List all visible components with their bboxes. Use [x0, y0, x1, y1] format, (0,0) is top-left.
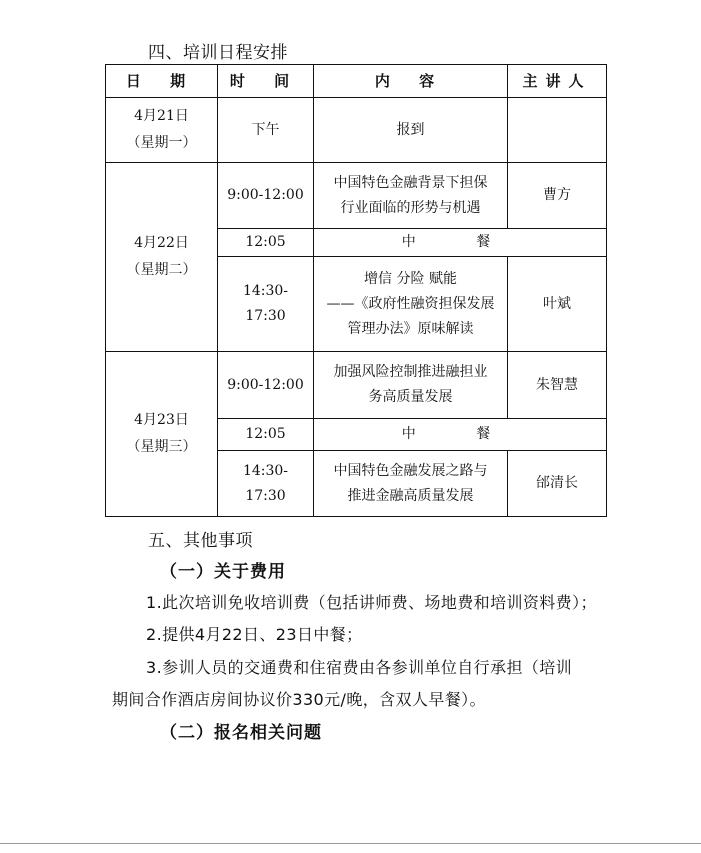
date-label: 4月22日 — [134, 235, 189, 251]
lunch-cell: 中 餐 — [314, 419, 607, 451]
time-cell: 12:05 — [218, 419, 314, 451]
fees-subtitle: （一）关于费用 — [160, 562, 286, 582]
speaker-cell: 邰清长 — [508, 451, 607, 517]
time-cell: 12:05 — [218, 229, 314, 257]
table-header-row — [106, 65, 607, 98]
content-cell — [314, 352, 508, 419]
registration-subtitle: （二）报名相关问题 — [160, 723, 322, 743]
time-cell: 下午 — [218, 98, 314, 163]
table-row — [106, 352, 607, 419]
table-row — [106, 163, 607, 229]
date-cell — [106, 163, 218, 352]
fees-item-1: 1.此次培训免收培训费（包括讲师费、场地费和培训资料费）； — [146, 593, 597, 612]
other-section-title: 五、其他事项 — [148, 531, 253, 551]
content-cell — [314, 451, 508, 517]
content-line: 加强风险控制推进融担业 — [333, 364, 488, 380]
weekday-label: （星期二） — [126, 262, 197, 278]
weekday-label: （星期一） — [126, 135, 197, 151]
content-line: 中国特色金融发展之路与 — [333, 462, 488, 479]
header-date: 日 期 — [106, 65, 218, 98]
header-speaker: 主讲人 — [508, 65, 607, 98]
header-time: 时 间 — [218, 65, 314, 98]
schedule-section-title: 四、培训日程安排 — [148, 43, 288, 63]
date-cell — [106, 98, 218, 163]
content-line: ——《政府性融资担保发展 — [326, 295, 495, 312]
content-line: 务高质量发展 — [368, 389, 453, 405]
content-cell — [314, 163, 508, 229]
date-cell — [106, 352, 218, 517]
header-content: 内 容 — [314, 65, 508, 98]
fees-item-2: 2.提供4月22日、23日中餐； — [146, 625, 363, 644]
content-line: 增信 分险 赋能 — [364, 270, 457, 287]
page-bottom-rule — [0, 843, 701, 844]
table-row — [106, 98, 607, 163]
speaker-cell: 叶斌 — [508, 257, 607, 352]
content-cell — [314, 257, 508, 352]
content-line: 推进金融高质量发展 — [347, 487, 474, 504]
lunch-cell: 中 餐 — [314, 229, 607, 257]
time-cell: 9:00-12:00 — [218, 352, 314, 419]
time-cell: 14:30-17:30 — [218, 451, 314, 517]
content-line: 行业面临的形势与机遇 — [340, 199, 481, 216]
speaker-cell: 曹方 — [508, 163, 607, 229]
weekday-label: （星期三） — [126, 439, 197, 455]
fees-item-3-line-1: 3.参训人员的交通费和住宿费由各参训单位自行承担（培训 — [146, 658, 573, 677]
fees-item-3-line-2: 期间合作酒店房间协议价330元/晚，含双人早餐）。 — [112, 690, 486, 709]
content-line: 管理办法》原味解读 — [347, 320, 474, 337]
time-cell: 9:00-12:00 — [218, 163, 314, 229]
schedule-table — [105, 64, 607, 517]
date-label: 4月23日 — [134, 412, 189, 428]
date-label: 4月21日 — [134, 108, 189, 124]
content-cell: 报到 — [314, 98, 508, 163]
time-cell: 14:30-17:30 — [218, 257, 314, 352]
speaker-cell — [508, 98, 607, 163]
content-line: 中国特色金融背景下担保 — [333, 174, 488, 191]
speaker-cell: 朱智慧 — [508, 352, 607, 419]
